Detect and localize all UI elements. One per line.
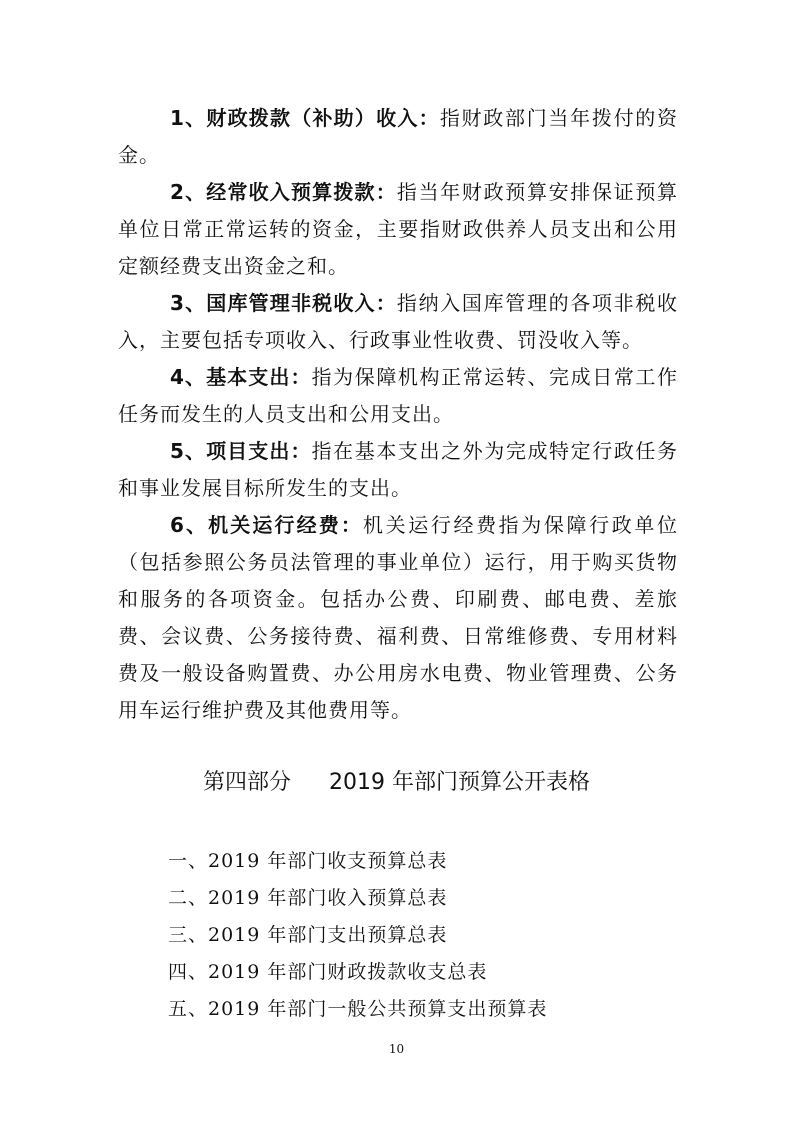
paragraph-6-text: 机关运行经费指为保障行政单位（包括参照公务员法管理的事业单位）运行，用于购买货物和服务的各项资金。包括办公费、印刷费、邮电费、差旅费、会议费、公务接待费、福利费、日常维修费、专用材料费及一般设备购置费、办公用房水电费、物业管理费、公务用车运行维护费及其他费用等。 — [118, 513, 679, 722]
term-5-sep: ： — [290, 439, 312, 463]
paragraph-2 — [118, 174, 678, 285]
term-5: 5、项目支出 — [170, 439, 291, 463]
term-2-sep: ： — [375, 180, 397, 204]
paragraph-6 — [118, 507, 678, 729]
section-heading-part: 第四部分 — [203, 770, 292, 795]
paragraph-1 — [118, 100, 678, 174]
term-4-sep: ： — [290, 365, 312, 389]
paragraph-3 — [118, 285, 678, 359]
table-list — [168, 843, 668, 1028]
list-item: 二、2019 年部门收入预算总表 — [168, 887, 448, 909]
term-1-sep: ： — [418, 106, 440, 130]
term-3-sep: ： — [375, 291, 397, 315]
term-6-sep: ： — [340, 513, 363, 537]
list-item: 五、2019 年部门一般公共预算支出预算表 — [168, 998, 548, 1020]
section-heading — [0, 766, 793, 800]
list-item: 四、2019 年部门财政拨款收支总表 — [168, 961, 488, 983]
paragraph-2-text: 指当年财政预算安排保证预算单位日常正常运转的资金，主要指财政供养人员支出和公用定额经费支出资金之和。 — [118, 180, 679, 278]
paragraph-5 — [118, 433, 678, 507]
list-item: 一、2019 年部门收支预算总表 — [168, 850, 448, 872]
section-heading-title: 2019 年部门预算公开表格 — [329, 770, 590, 795]
page-number: 10 — [388, 1042, 405, 1056]
term-6: 6、机关运行经费 — [170, 513, 341, 537]
paragraph-3-text: 指纳入国库管理的各项非税收入，主要包括专项收入、行政事业性收费、罚没收入等。 — [118, 291, 679, 352]
term-2: 2、经常收入预算拨款 — [170, 180, 376, 204]
paragraph-4 — [118, 359, 678, 433]
term-4: 4、基本支出 — [170, 365, 291, 389]
paragraph-4-text: 指为保障机构正常运转、完成日常工作任务而发生的人员支出和公用支出。 — [118, 365, 679, 426]
paragraph-1-text: 指财政部门当年拨付的资金。 — [118, 106, 679, 167]
term-1: 1、财政拨款（补助）收入 — [170, 106, 419, 130]
list-item: 三、2019 年部门支出预算总表 — [168, 924, 448, 946]
paragraph-5-text: 指在基本支出之外为完成特定行政任务和事业发展目标所发生的支出。 — [118, 439, 679, 500]
term-3: 3、国库管理非税收入 — [170, 291, 376, 315]
